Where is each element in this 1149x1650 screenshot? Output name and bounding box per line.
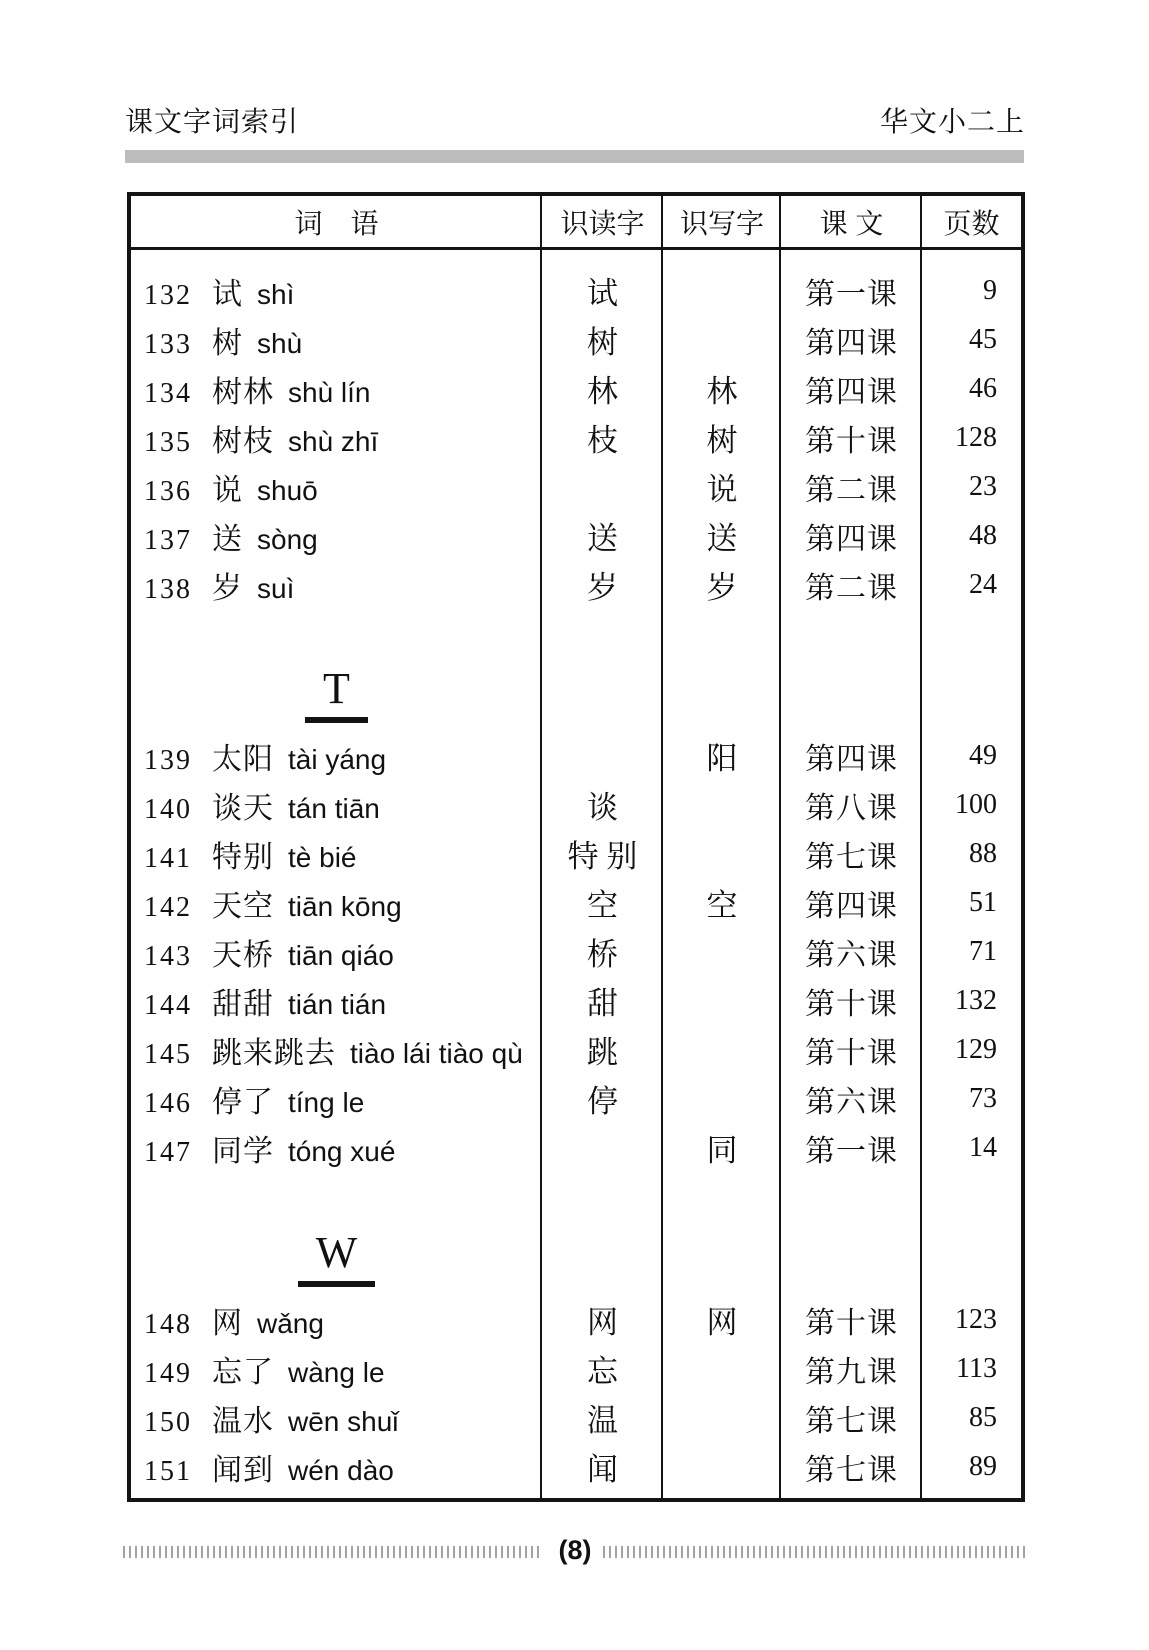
table-row xyxy=(131,1074,1021,1123)
column-header-word: 词 语 xyxy=(294,207,379,239)
table-row xyxy=(131,1393,1021,1442)
write-char-cell: 网 xyxy=(706,1305,738,1340)
lesson-cell: 第一课 xyxy=(805,1134,898,1168)
word-cell xyxy=(131,979,542,1023)
page-number-cell: 123 xyxy=(955,1303,997,1335)
table-row xyxy=(131,878,1021,927)
page-number-cell: 49 xyxy=(969,739,997,771)
column-divider xyxy=(920,196,922,1498)
column-divider xyxy=(540,196,542,1498)
page-number: (8) xyxy=(558,1535,592,1565)
footer-tick-line-left xyxy=(123,1546,541,1558)
read-char-cell: 温 xyxy=(587,1403,618,1438)
lesson-cell: 第二课 xyxy=(805,571,898,605)
table-body xyxy=(131,250,1021,1491)
table-row xyxy=(131,1295,1021,1344)
word-cell xyxy=(131,832,542,876)
row-number: 134 xyxy=(144,377,192,409)
lesson-cell: 第四课 xyxy=(805,522,898,556)
lesson-cell: 第六课 xyxy=(805,938,898,972)
row-number: 135 xyxy=(144,426,192,458)
read-char-cell: 空 xyxy=(587,888,618,923)
read-char-cell: 甜 xyxy=(587,986,618,1021)
word-text: 网 xyxy=(212,1306,243,1340)
row-number: 145 xyxy=(144,1038,192,1070)
word-cell xyxy=(131,1126,542,1170)
table-row xyxy=(131,976,1021,1025)
lesson-cell: 第九课 xyxy=(805,1355,898,1389)
table-row xyxy=(131,266,1021,315)
column-header-lesson: 课 文 xyxy=(819,207,884,239)
table-row xyxy=(131,560,1021,609)
pinyin-text: wēn shuǐ xyxy=(288,1405,399,1437)
table-row xyxy=(131,315,1021,364)
write-char-cell: 同 xyxy=(706,1133,738,1168)
table-row xyxy=(131,731,1021,780)
word-text: 温水 xyxy=(212,1404,274,1438)
word-text: 谈天 xyxy=(212,791,274,825)
row-number: 140 xyxy=(144,793,192,825)
page-number-cell: 73 xyxy=(969,1082,997,1114)
lesson-cell: 第十课 xyxy=(805,1306,898,1340)
read-char-cell: 枝 xyxy=(587,423,618,458)
pinyin-text: shù zhī xyxy=(288,425,379,457)
row-number: 137 xyxy=(144,524,192,556)
pinyin-text: tài yáng xyxy=(288,743,387,775)
pinyin-text: tóng xué xyxy=(288,1135,396,1167)
pinyin-text: suì xyxy=(257,572,295,604)
pinyin-text: wàng le xyxy=(288,1356,385,1388)
read-char-cell: 特 别 xyxy=(567,839,638,874)
table-row xyxy=(131,413,1021,462)
row-number: 149 xyxy=(144,1357,192,1389)
word-text: 太阳 xyxy=(212,742,274,776)
row-number: 143 xyxy=(144,940,192,972)
word-cell xyxy=(131,367,542,411)
pinyin-text: tiān qiáo xyxy=(288,939,394,971)
word-cell xyxy=(131,930,542,974)
row-number: 138 xyxy=(144,573,192,605)
pinyin-text: sòng xyxy=(257,523,318,555)
lesson-cell: 第七课 xyxy=(805,1404,898,1438)
word-text: 停了 xyxy=(212,1085,274,1119)
read-char-cell: 林 xyxy=(587,374,618,409)
section-letter: T xyxy=(305,667,368,723)
word-cell xyxy=(131,269,542,313)
word-text: 忘了 xyxy=(212,1355,274,1389)
read-char-cell: 桥 xyxy=(587,937,618,972)
word-text: 送 xyxy=(212,522,243,556)
word-cell xyxy=(131,1077,542,1121)
row-number: 147 xyxy=(144,1136,192,1168)
row-number: 132 xyxy=(144,279,192,311)
read-char-cell: 网 xyxy=(587,1305,618,1340)
page-number-cell: 14 xyxy=(969,1131,997,1163)
write-char-cell: 阳 xyxy=(706,741,738,776)
word-index-table xyxy=(127,192,1025,1502)
page-number-cell: 9 xyxy=(983,274,997,306)
lesson-cell: 第四课 xyxy=(805,742,898,776)
row-number: 148 xyxy=(144,1308,192,1340)
read-char-cell: 停 xyxy=(587,1084,618,1119)
read-char-cell: 岁 xyxy=(587,570,618,605)
section-letter-box xyxy=(131,664,542,731)
word-cell xyxy=(131,1396,542,1440)
row-number: 146 xyxy=(144,1087,192,1119)
write-char-cell: 林 xyxy=(706,374,738,409)
page-number-cell: 128 xyxy=(955,421,997,453)
page-number-cell: 24 xyxy=(969,568,997,600)
read-char-cell: 试 xyxy=(587,276,618,311)
pinyin-text: shù xyxy=(257,327,303,359)
word-cell xyxy=(131,1347,542,1391)
page-title: 课文字词索引 xyxy=(125,106,300,137)
pinyin-text: tè bié xyxy=(288,841,357,873)
lesson-cell: 第七课 xyxy=(805,1453,898,1487)
row-number: 133 xyxy=(144,328,192,360)
table-row xyxy=(131,364,1021,413)
word-cell xyxy=(131,514,542,558)
page-number-cell: 89 xyxy=(969,1450,997,1482)
word-text: 天桥 xyxy=(212,938,274,972)
header-divider-bar xyxy=(125,150,1024,163)
word-text: 天空 xyxy=(212,889,274,923)
lesson-cell: 第七课 xyxy=(805,840,898,874)
lesson-cell: 第六课 xyxy=(805,1085,898,1119)
word-text: 岁 xyxy=(212,571,243,605)
pinyin-text: wén dào xyxy=(288,1454,394,1486)
write-char-cell: 岁 xyxy=(706,570,738,605)
page-number-cell: 45 xyxy=(969,323,997,355)
column-header-read-char: 识读字 xyxy=(560,207,645,239)
page-number-cell: 113 xyxy=(956,1352,997,1384)
page-number-cell: 85 xyxy=(969,1401,997,1433)
section-letter-box xyxy=(131,1228,542,1295)
table-row xyxy=(131,1025,1021,1074)
lesson-cell: 第四课 xyxy=(805,326,898,360)
page-number-cell: 129 xyxy=(955,1033,997,1065)
word-cell xyxy=(131,1298,542,1342)
word-text: 特别 xyxy=(212,840,274,874)
word-text: 树 xyxy=(212,326,243,360)
word-text: 闻到 xyxy=(212,1453,274,1487)
read-char-cell: 树 xyxy=(587,325,618,360)
lesson-cell: 第四课 xyxy=(805,375,898,409)
column-divider xyxy=(661,196,663,1498)
word-cell xyxy=(131,783,542,827)
pinyin-text: wǎng xyxy=(257,1307,324,1339)
word-text: 同学 xyxy=(212,1134,274,1168)
word-text: 跳来跳去 xyxy=(212,1036,336,1070)
row-number: 150 xyxy=(144,1406,192,1438)
word-cell xyxy=(131,465,542,509)
write-char-cell: 送 xyxy=(706,521,738,556)
lesson-cell: 第一课 xyxy=(805,277,898,311)
row-number: 136 xyxy=(144,475,192,507)
word-cell xyxy=(131,1445,542,1489)
pinyin-text: shù lín xyxy=(288,376,371,408)
page-number-cell: 71 xyxy=(969,935,997,967)
row-number: 139 xyxy=(144,744,192,776)
read-char-cell: 跳 xyxy=(587,1035,618,1070)
word-cell xyxy=(131,318,542,362)
row-number: 151 xyxy=(144,1455,192,1487)
write-char-cell: 空 xyxy=(706,888,738,923)
word-text: 甜甜 xyxy=(212,987,274,1021)
word-text: 树林 xyxy=(212,375,274,409)
column-divider xyxy=(779,196,781,1498)
row-number: 142 xyxy=(144,891,192,923)
pinyin-text: tián tián xyxy=(288,988,387,1020)
column-header-write-char: 识写字 xyxy=(679,207,764,239)
table-row xyxy=(131,780,1021,829)
lesson-cell: 第十课 xyxy=(805,987,898,1021)
section-block xyxy=(131,1172,1021,1295)
table-row xyxy=(131,1344,1021,1393)
word-text: 树枝 xyxy=(212,424,274,458)
write-char-cell: 树 xyxy=(706,423,738,458)
pinyin-text: tán tiān xyxy=(288,792,380,824)
row-number: 141 xyxy=(144,842,192,874)
table-row xyxy=(131,829,1021,878)
book-title: 华文小二上 xyxy=(879,106,1025,137)
footer-tick-line-right xyxy=(603,1546,1028,1558)
word-cell xyxy=(131,734,542,778)
pinyin-text: shuō xyxy=(257,474,318,506)
page-number-cell: 132 xyxy=(955,984,997,1016)
row-number: 144 xyxy=(144,989,192,1021)
word-cell xyxy=(131,416,542,460)
section-letter: W xyxy=(298,1231,376,1287)
word-cell xyxy=(131,1028,542,1072)
read-char-cell: 忘 xyxy=(587,1354,618,1389)
lesson-cell: 第十课 xyxy=(805,1036,898,1070)
pinyin-text: tiān kōng xyxy=(288,890,402,922)
page-number-cell: 100 xyxy=(955,788,997,820)
page-number-cell: 88 xyxy=(969,837,997,869)
column-header-page: 页数 xyxy=(943,207,1000,239)
page-number-cell: 51 xyxy=(969,886,997,918)
table-row xyxy=(131,927,1021,976)
table-header-row xyxy=(131,196,1021,247)
page-number-cell: 48 xyxy=(969,519,997,551)
word-text: 试 xyxy=(212,277,243,311)
write-char-cell: 说 xyxy=(706,472,738,507)
section-block xyxy=(131,609,1021,731)
pinyin-text: tíng le xyxy=(288,1086,365,1118)
word-text: 说 xyxy=(212,473,243,507)
read-char-cell: 谈 xyxy=(587,790,618,825)
pinyin-text: tiào lái tiào qù xyxy=(350,1037,523,1069)
word-cell xyxy=(131,563,542,607)
word-cell xyxy=(131,881,542,925)
page-number-cell: 46 xyxy=(969,372,997,404)
lesson-cell: 第十课 xyxy=(805,424,898,458)
page-number-cell: 23 xyxy=(969,470,997,502)
lesson-cell: 第四课 xyxy=(805,889,898,923)
read-char-cell: 送 xyxy=(587,521,618,556)
read-char-cell: 闻 xyxy=(587,1452,618,1487)
table-row xyxy=(131,462,1021,511)
lesson-cell: 第二课 xyxy=(805,473,898,507)
table-row xyxy=(131,1123,1021,1172)
lesson-cell: 第八课 xyxy=(805,791,898,825)
table-row xyxy=(131,1442,1021,1491)
table-row xyxy=(131,511,1021,560)
pinyin-text: shì xyxy=(257,278,295,310)
